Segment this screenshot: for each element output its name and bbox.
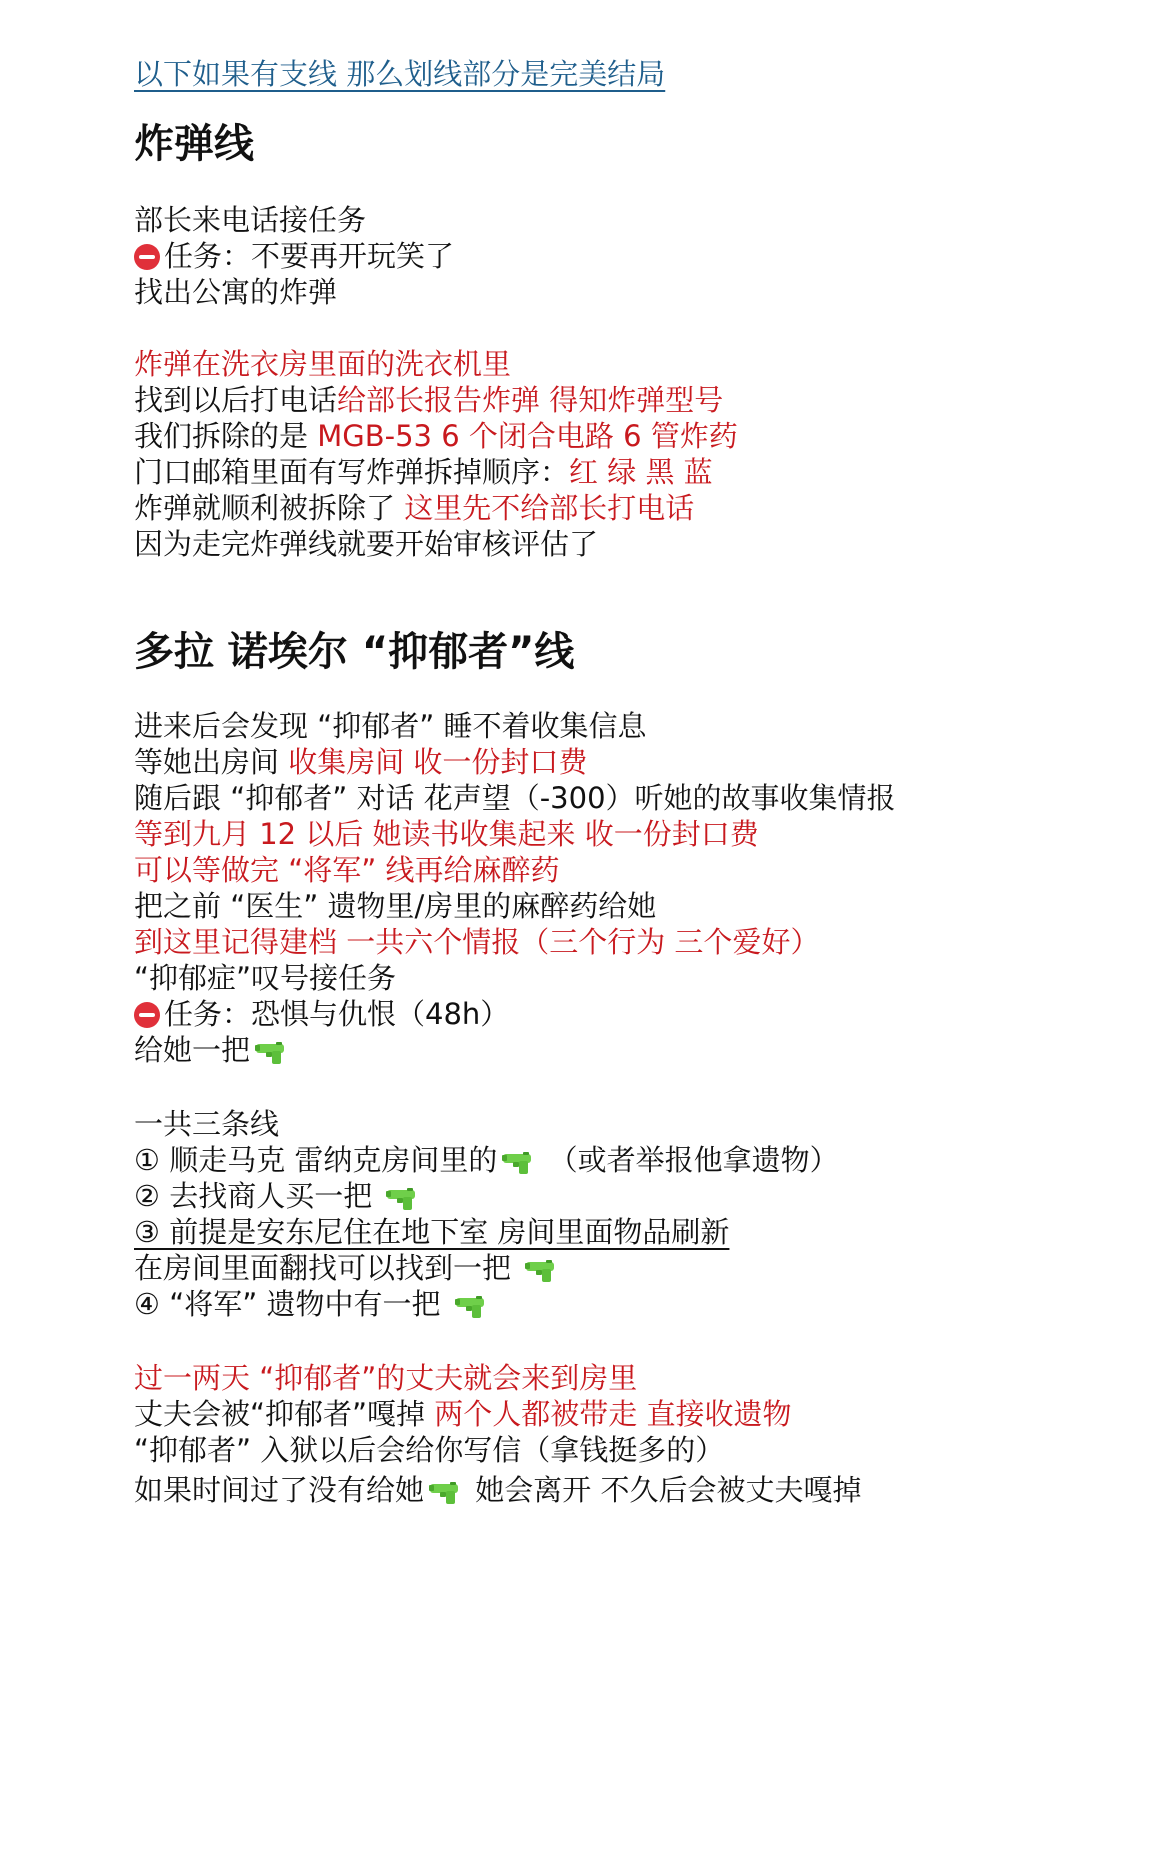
list-item: ① 顺走马克 雷纳克房间里的 （或者举报他拿遗物） [134, 1143, 839, 1177]
text-line: 门口邮箱里面有写炸弹拆掉顺序：红 绿 黑 蓝 [134, 455, 713, 489]
text-line: “抑郁者” 入狱以后会给你写信（拿钱挺多的） [134, 1433, 725, 1467]
stop-sign-icon [134, 244, 160, 270]
text-line: 在房间里面翻找可以找到一把 [134, 1248, 562, 1288]
text-line: 部长来电话接任务 [134, 203, 367, 237]
text-line-highlight: 过一两天 “抑郁者”的丈夫就会来到房里 [134, 1361, 638, 1395]
water-pistol-icon [524, 1258, 558, 1284]
text-line-highlight: 到这里记得建档 一共六个情报（三个行为 三个爱好） [134, 925, 820, 959]
water-pistol-icon [428, 1480, 462, 1506]
section-title-bomb: 炸弹线 [134, 121, 254, 167]
water-pistol-icon [385, 1186, 419, 1212]
text-line: 丈夫会被“抑郁者”嘎掉 两个人都被带走 直接收遗物 [134, 1397, 792, 1431]
text-line: 把之前 “医生” 遗物里/房里的麻醉药给她 [134, 889, 657, 923]
text-line: 进来后会发现 “抑郁者” 睡不着收集信息 [134, 709, 647, 743]
text-line-highlight: 可以等做完 “将军” 线再给麻醉药 [134, 853, 560, 887]
water-pistol-icon [501, 1150, 535, 1176]
text-line: 找到以后打电话给部长报告炸弹 得知炸弹型号 [134, 383, 724, 417]
text-line: 等她出房间 收集房间 收一份封口费 [134, 745, 588, 779]
text-line: 一共三条线 [134, 1107, 280, 1141]
text-line: 随后跟 “抑郁者” 对话 花声望（-300）听她的故事收集情报 [134, 781, 896, 815]
intro-note: 以下如果有支线 那么划线部分是完美结局 [134, 57, 666, 91]
water-pistol-icon [454, 1294, 488, 1320]
list-item: ④ “将军” 遗物中有一把 [134, 1284, 492, 1324]
list-item: ② 去找商人买一把 [134, 1176, 423, 1216]
text-line-highlight: 等到九月 12 以后 她读书收集起来 收一份封口费 [134, 817, 759, 851]
text-line-highlight: 炸弹在洗衣房里面的洗衣机里 [134, 347, 512, 381]
water-pistol-icon [254, 1040, 288, 1066]
text-line: 我们拆除的是 MGB-53 6 个闭合电路 6 管炸药 [134, 419, 738, 453]
text-line: 找出公寓的炸弹 [134, 275, 338, 309]
text-line: 炸弹就顺利被拆除了 这里先不给部长打电话 [134, 491, 695, 525]
text-line: “抑郁症”叹号接任务 [134, 961, 397, 995]
section-title-dora: 多拉 诺埃尔 “抑郁者”线 [134, 629, 575, 675]
text-line: 因为走完炸弹线就要开始审核评估了 [134, 527, 599, 561]
text-line: 给她一把 [134, 1030, 292, 1070]
text-line: 如果时间过了没有给她 她会离开 不久后会被丈夫嘎掉 [134, 1473, 862, 1507]
text-line: 任务：不要再开玩笑了 [134, 236, 454, 276]
list-item: ③ 前提是安东尼住在地下室 房间里面物品刷新 [134, 1215, 730, 1249]
text-line: 任务：恐惧与仇恨（48h） [134, 994, 509, 1034]
stop-sign-icon [134, 1002, 160, 1028]
